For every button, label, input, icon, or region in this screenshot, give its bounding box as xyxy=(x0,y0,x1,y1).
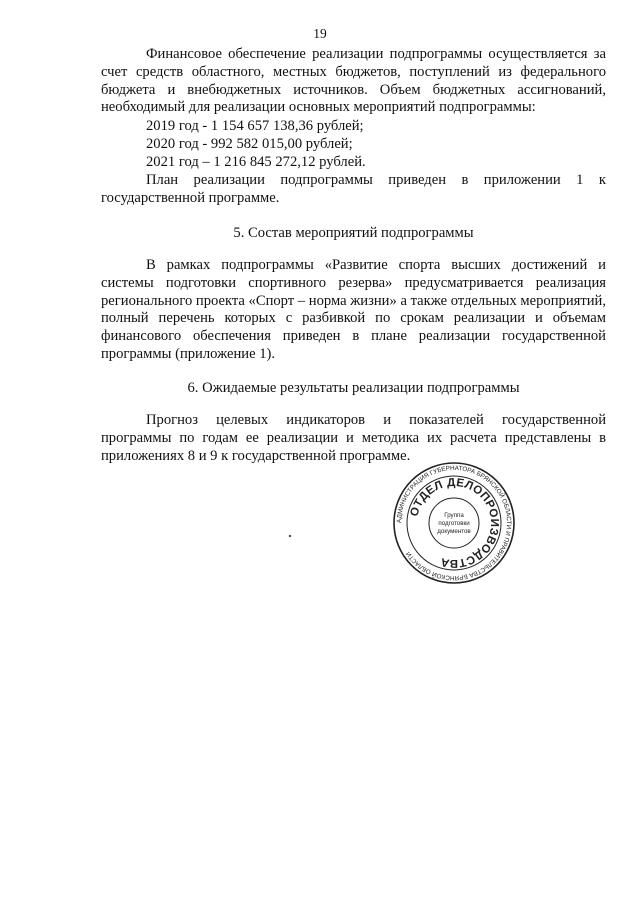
official-stamp xyxy=(392,461,516,585)
section-heading-5: 5. Состав мероприятий подпрограммы xyxy=(233,225,474,241)
stamp-ring-text: ОТДЕЛ ДЕЛОПРОИЗВОДСТВА xyxy=(408,476,501,570)
paragraph-measures: В рамках подпрограммы «Развитие спорта высших достижений и системы подготовки спортивного резерва» предусматривается реализация регионального проекта «Спорт – норма жизни» а также отдельных мероприятий, полный перечень которых с разбивкой по срокам реализации и объемам финансового обеспечения приведен в плане реализации государственной программы (приложение 1). xyxy=(101,257,606,362)
budget-line-2019: 2019 год - 1 154 657 138,36 рублей; xyxy=(146,118,364,134)
stamp-center-line-1: Группа xyxy=(444,512,464,519)
page-number: 19 xyxy=(313,26,327,41)
budget-line-2021: 2021 год – 1 216 845 272,12 рублей. xyxy=(146,153,366,170)
paragraph-results: Прогноз целевых индикаторов и показателей государственной программы по годам ее реализации и методика их расчета представлены в приложениях 8 и 9 к государственной программе. xyxy=(101,412,606,464)
budget-line-2020: 2020 год - 992 582 015,00 рублей; xyxy=(146,135,353,152)
scan-speck xyxy=(289,535,291,537)
stamp-outer-text: АДМИНИСТРАЦИЯ ГУБЕРНАТОРА БРЯНСКОЙ ОБЛАСТИ И ПРАВИТЕЛЬСТВА БРЯНСКОЙ ОБЛАСТИ xyxy=(395,464,513,582)
paragraph-plan: План реализации подпрограммы приведен в приложении 1 к государственной программе. xyxy=(101,172,606,206)
stamp-center-line-3: документов xyxy=(437,528,471,535)
budget-list xyxy=(146,118,366,171)
section-heading-6: 6. Ожидаемые результаты реализации подпрограммы xyxy=(187,380,520,396)
paragraph-financing: Финансовое обеспечение реализации подпрограммы осуществляется за счет средств областного, местных бюджетов, поступлений из федерального бюджета и внебюджетных источников. Объем бюджетных ассигнований, необходимый для реализации основных мероприятий подпрограммы: xyxy=(101,46,606,116)
stamp-center-line-2: подготовки xyxy=(438,520,470,527)
